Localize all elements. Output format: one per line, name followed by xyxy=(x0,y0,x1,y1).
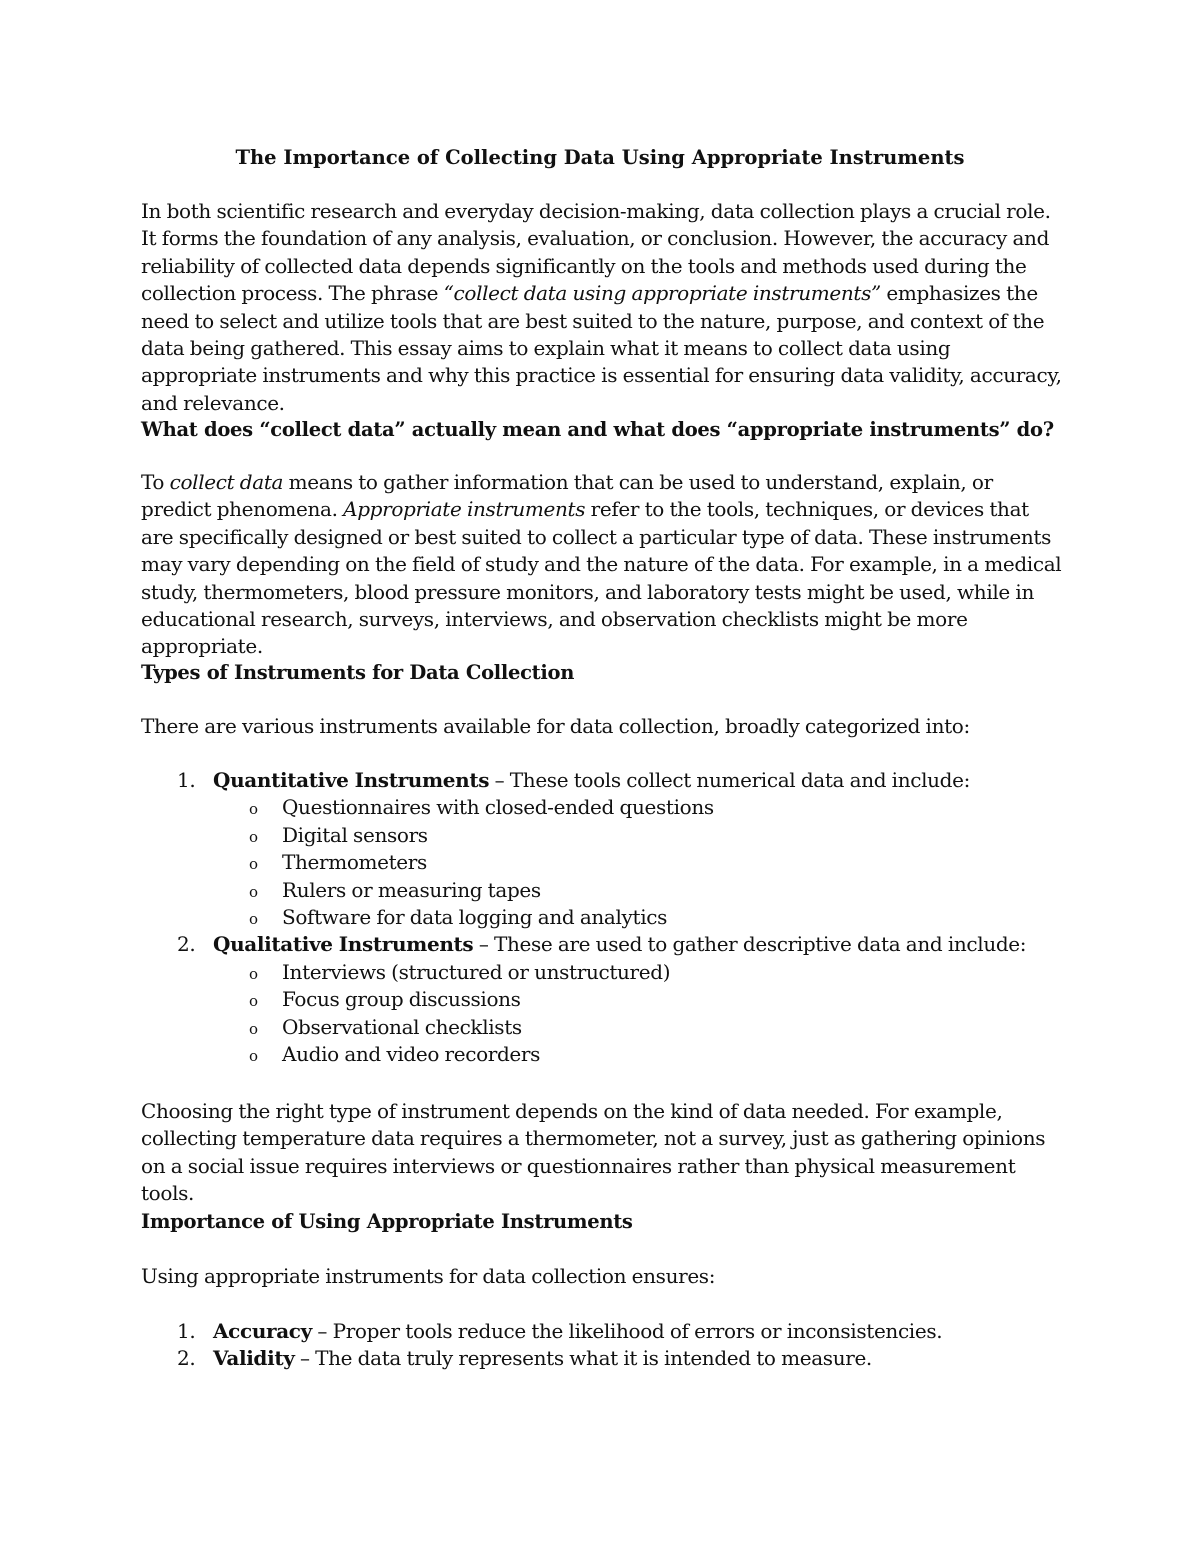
list-item-description: – The data truly represents what it is intended to measure. xyxy=(294,1346,872,1371)
sublist-item xyxy=(141,1041,1066,1068)
bullet-icon: o xyxy=(249,855,258,874)
definition-term-collect-data: collect data xyxy=(169,470,284,494)
list-item-label: Quantitative Instruments xyxy=(213,768,490,792)
sublist-item-text: Thermometers xyxy=(282,850,427,875)
bullet-icon: o xyxy=(249,992,258,1011)
sublist-item-text: Software for data logging and analytics xyxy=(282,905,668,930)
sublist-item-text: Focus group discussions xyxy=(282,987,521,1012)
list-item-quantitative xyxy=(141,767,1066,794)
definition-text-2: means to gather information that can be used to understand, explain, or predict phenomena. xyxy=(141,470,993,522)
importance-list xyxy=(141,1318,1066,1373)
sublist-container xyxy=(141,959,1066,1069)
definition-term-instruments: Appropriate instruments xyxy=(343,497,586,522)
sublist-item-text: Digital sensors xyxy=(282,822,428,847)
sublist-item-text: Rulers or measuring tapes xyxy=(282,877,541,902)
definition-text-1: To xyxy=(141,470,170,494)
definition-text-3: refer to the tools, techniques, or devices that are specifically designed or best suited to collect a particular type of data. These instruments may vary depending on the field of study and the nature of the data. For example, in a medical study, thermometers, blood pressure monitors, and laboratory tests might be used, while in educational research, surveys, interviews, and observation checklists might be more appropriate. xyxy=(141,497,1062,659)
bullet-icon: o xyxy=(249,910,258,929)
sublist-item-text: Observational checklists xyxy=(282,1014,522,1039)
sublist-item xyxy=(141,986,1066,1013)
section-heading-types: Types of Instruments for Data Collection xyxy=(141,661,575,684)
list-item-validity xyxy=(141,1345,1066,1372)
bullet-icon: o xyxy=(249,800,258,819)
sublist-container xyxy=(141,794,1066,931)
list-number: 1. xyxy=(177,1319,196,1343)
bullet-icon: o xyxy=(249,827,258,846)
intro-quote: “collect data using appropriate instruments” xyxy=(443,281,881,306)
section-heading-collect-data: What does “collect data” actually mean and what does “appropriate instruments” do? xyxy=(141,418,1054,441)
sublist-item-text: Audio and video recorders xyxy=(282,1042,541,1067)
intro-paragraph xyxy=(141,198,1066,417)
list-item-description: – These tools collect numerical data and include: xyxy=(489,768,971,792)
intro-text-2: emphasizes the need to select and utilize tools that are best suited to the nature, purpose, and context of the data being gathered. This essay aims to explain what it means to collect data using appropriate instruments and why this practice is essential for ensuring data validity, accuracy, and relevance. xyxy=(141,281,1062,415)
list-item-accuracy xyxy=(141,1318,1066,1345)
sublist-item xyxy=(141,877,1066,904)
list-number: 2. xyxy=(177,932,196,957)
instrument-types-list xyxy=(141,767,1066,1068)
sublist-item xyxy=(141,849,1066,876)
bullet-icon: o xyxy=(249,964,258,983)
sublist-item xyxy=(141,822,1066,849)
definition-paragraph xyxy=(141,469,1066,661)
bullet-icon: o xyxy=(249,1047,258,1066)
quantitative-sublist xyxy=(141,794,1066,931)
sublist-item-text: Interviews (structured or unstructured) xyxy=(282,959,671,984)
qualitative-sublist xyxy=(141,959,1066,1069)
section-heading-importance: Importance of Using Appropriate Instruments xyxy=(141,1210,633,1233)
list-item-description: – These are used to gather descriptive data and include: xyxy=(473,932,1027,957)
bullet-icon: o xyxy=(249,882,258,901)
types-intro: There are various instruments available for data collection, broadly categorized into: xyxy=(141,714,970,738)
list-item-qualitative xyxy=(141,931,1066,958)
list-item-description: – Proper tools reduce the likelihood of errors or inconsistencies. xyxy=(311,1319,943,1343)
sublist-item xyxy=(141,794,1066,821)
document-title: The Importance of Collecting Data Using Appropriate Instruments xyxy=(235,146,965,169)
choosing-paragraph: Choosing the right type of instrument depends on the kind of data needed. For example, collecting temperature data requires a thermometer, not a survey, just as gathering opinions on a social issue requires interviews or questionnaires rather than physical measurement tools. xyxy=(141,1099,1046,1206)
importance-intro: Using appropriate instruments for data collection ensures: xyxy=(141,1264,716,1288)
sublist-item xyxy=(141,959,1066,986)
list-number: 2. xyxy=(177,1346,196,1371)
sublist-item xyxy=(141,1014,1066,1041)
sublist-item-text: Questionnaires with closed-ended questions xyxy=(282,795,714,820)
intro-text-1: In both scientific research and everyday decision-making, data collection plays a crucial role. It forms the foundation of any analysis, evaluation, or conclusion. However, the accuracy and reliability of collected data depends significantly on the tools and methods used during the collection process. The phrase xyxy=(141,199,1051,306)
list-item-label: Validity xyxy=(213,1346,295,1371)
list-item-label: Qualitative Instruments xyxy=(213,932,474,957)
bullet-icon: o xyxy=(249,1019,258,1038)
list-item-label: Accuracy xyxy=(213,1319,312,1343)
sublist-item xyxy=(141,904,1066,931)
list-number: 1. xyxy=(177,768,196,792)
